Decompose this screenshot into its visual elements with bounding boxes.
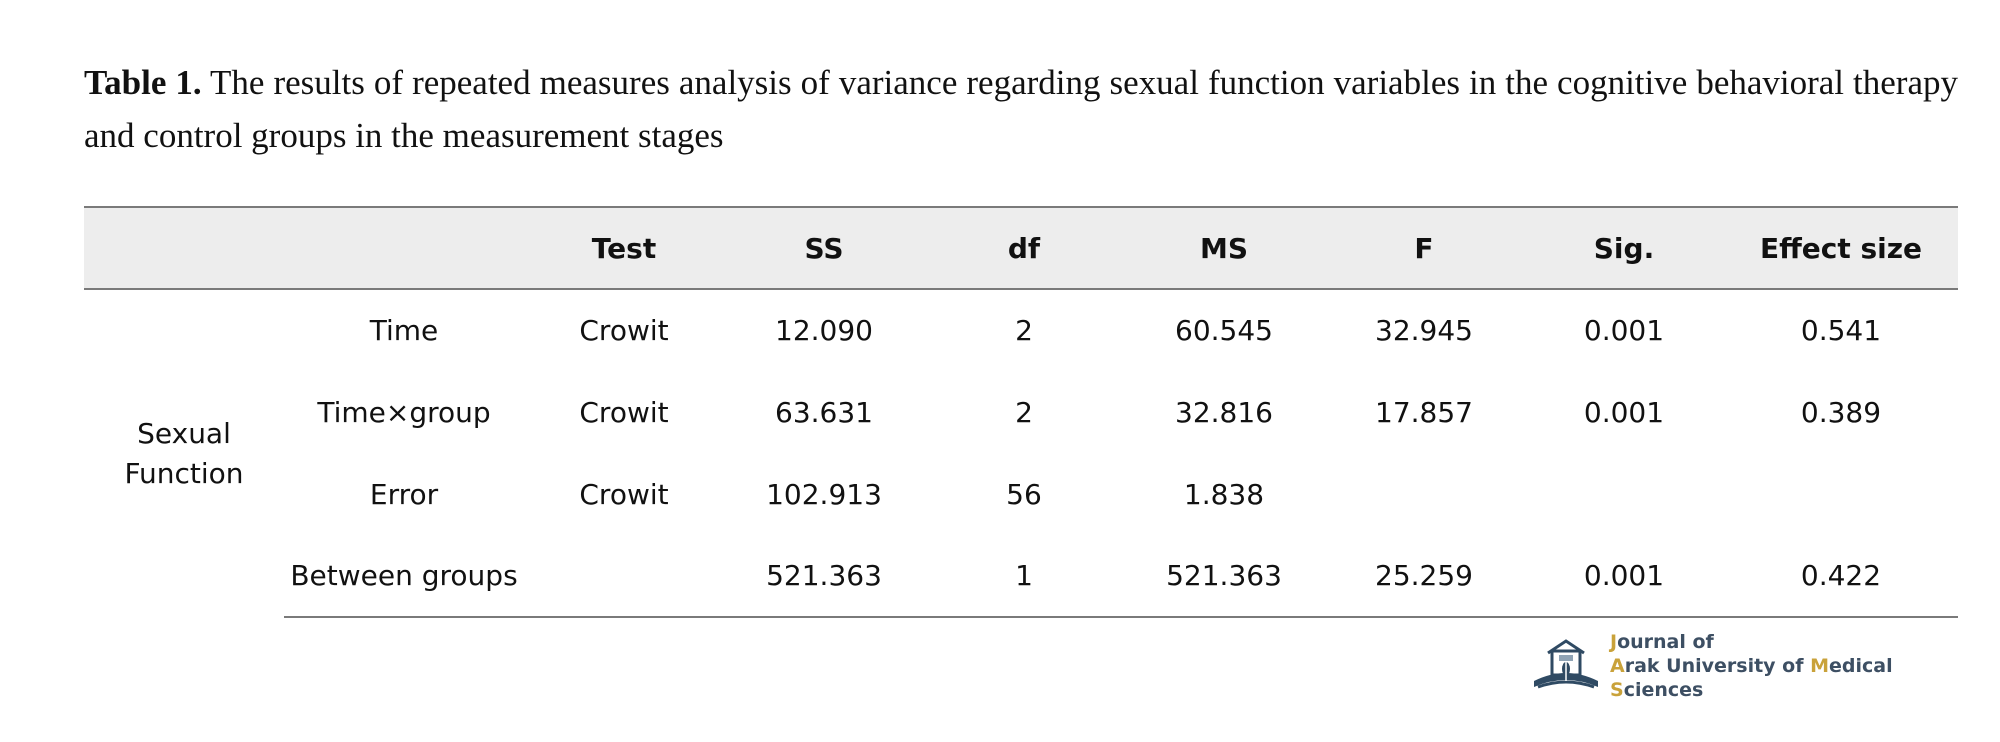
logo-text: rak University of <box>1624 655 1811 677</box>
f-cell: 17.857 <box>1375 395 1473 429</box>
caption-text: The results of repeated measures analysis of variance regarding sexual function variables in the cognitive behavioral therapy and control groups in the measurement stages <box>84 63 1958 155</box>
source-cell: Between groups <box>284 535 524 617</box>
variable-label: Sexual Function <box>124 416 244 490</box>
header-df: df <box>924 207 1124 289</box>
logo-text: ournal of <box>1617 631 1714 653</box>
header-test: Test <box>524 207 724 289</box>
f-cell: 32.945 <box>1375 314 1473 347</box>
header-row <box>84 207 1958 289</box>
table-caption <box>84 56 1958 162</box>
ms-cell: 32.816 <box>1175 395 1273 429</box>
logo-letter: J <box>1610 631 1618 653</box>
source-cell: Time×group <box>317 395 491 429</box>
header-sig: Sig. <box>1524 207 1724 289</box>
sig-cell: 0.001 <box>1583 395 1665 429</box>
header-f: F <box>1324 207 1524 289</box>
df-cell: 2 <box>1015 395 1033 429</box>
effect-cell <box>1724 453 1958 535</box>
source-cell: Time <box>369 314 439 347</box>
journal-name-line-2 <box>1610 654 1960 702</box>
logo-text: edical <box>1829 655 1893 677</box>
ms-cell: 1.838 <box>1183 477 1265 511</box>
ms-cell: 60.545 <box>1175 314 1273 347</box>
effect-cell: 0.389 <box>1800 395 1882 429</box>
effect-cell: 0.422 <box>1724 535 1958 617</box>
table-row <box>84 289 1958 371</box>
table-row <box>84 453 1958 535</box>
f-cell <box>1324 453 1524 535</box>
sig-cell: 0.001 <box>1583 314 1665 347</box>
journal-emblem-icon <box>1530 637 1602 695</box>
header-ss: SS <box>724 207 924 289</box>
header-cell <box>284 207 524 289</box>
journal-name <box>1610 630 1960 702</box>
df-cell: 2 <box>1015 314 1033 347</box>
effect-cell: 0.541 <box>1800 314 1882 347</box>
header-effect-size: Effect size <box>1724 207 1958 289</box>
ss-cell: 102.913 <box>766 477 882 511</box>
journal-name-line-1 <box>1610 630 1960 654</box>
caption-label: Table 1. <box>84 63 202 102</box>
anova-table <box>84 206 1958 618</box>
logo-letter: A <box>1610 655 1625 677</box>
sig-cell: 0.001 <box>1524 535 1724 617</box>
logo-text: ciences <box>1623 679 1704 701</box>
header-cell <box>84 207 284 289</box>
table-row <box>84 535 1958 617</box>
df-cell: 56 <box>1006 477 1042 511</box>
test-cell <box>524 535 724 617</box>
ms-cell: 521.363 <box>1124 535 1324 617</box>
header-ms: MS <box>1124 207 1324 289</box>
test-cell: Crowit <box>579 395 669 429</box>
source-cell: Error <box>369 477 439 511</box>
f-cell: 25.259 <box>1324 535 1524 617</box>
ss-cell: 12.090 <box>775 314 873 347</box>
logo-letter: S <box>1610 679 1624 701</box>
table-row <box>84 371 1958 453</box>
ss-cell: 521.363 <box>724 535 924 617</box>
test-cell: Crowit <box>579 477 669 511</box>
variable-cell <box>84 289 284 617</box>
logo-letter: M <box>1810 655 1830 677</box>
df-cell: 1 <box>924 535 1124 617</box>
ss-cell: 63.631 <box>775 395 873 429</box>
test-cell: Crowit <box>579 314 669 347</box>
sig-cell <box>1524 453 1724 535</box>
journal-logo <box>1530 631 1960 701</box>
